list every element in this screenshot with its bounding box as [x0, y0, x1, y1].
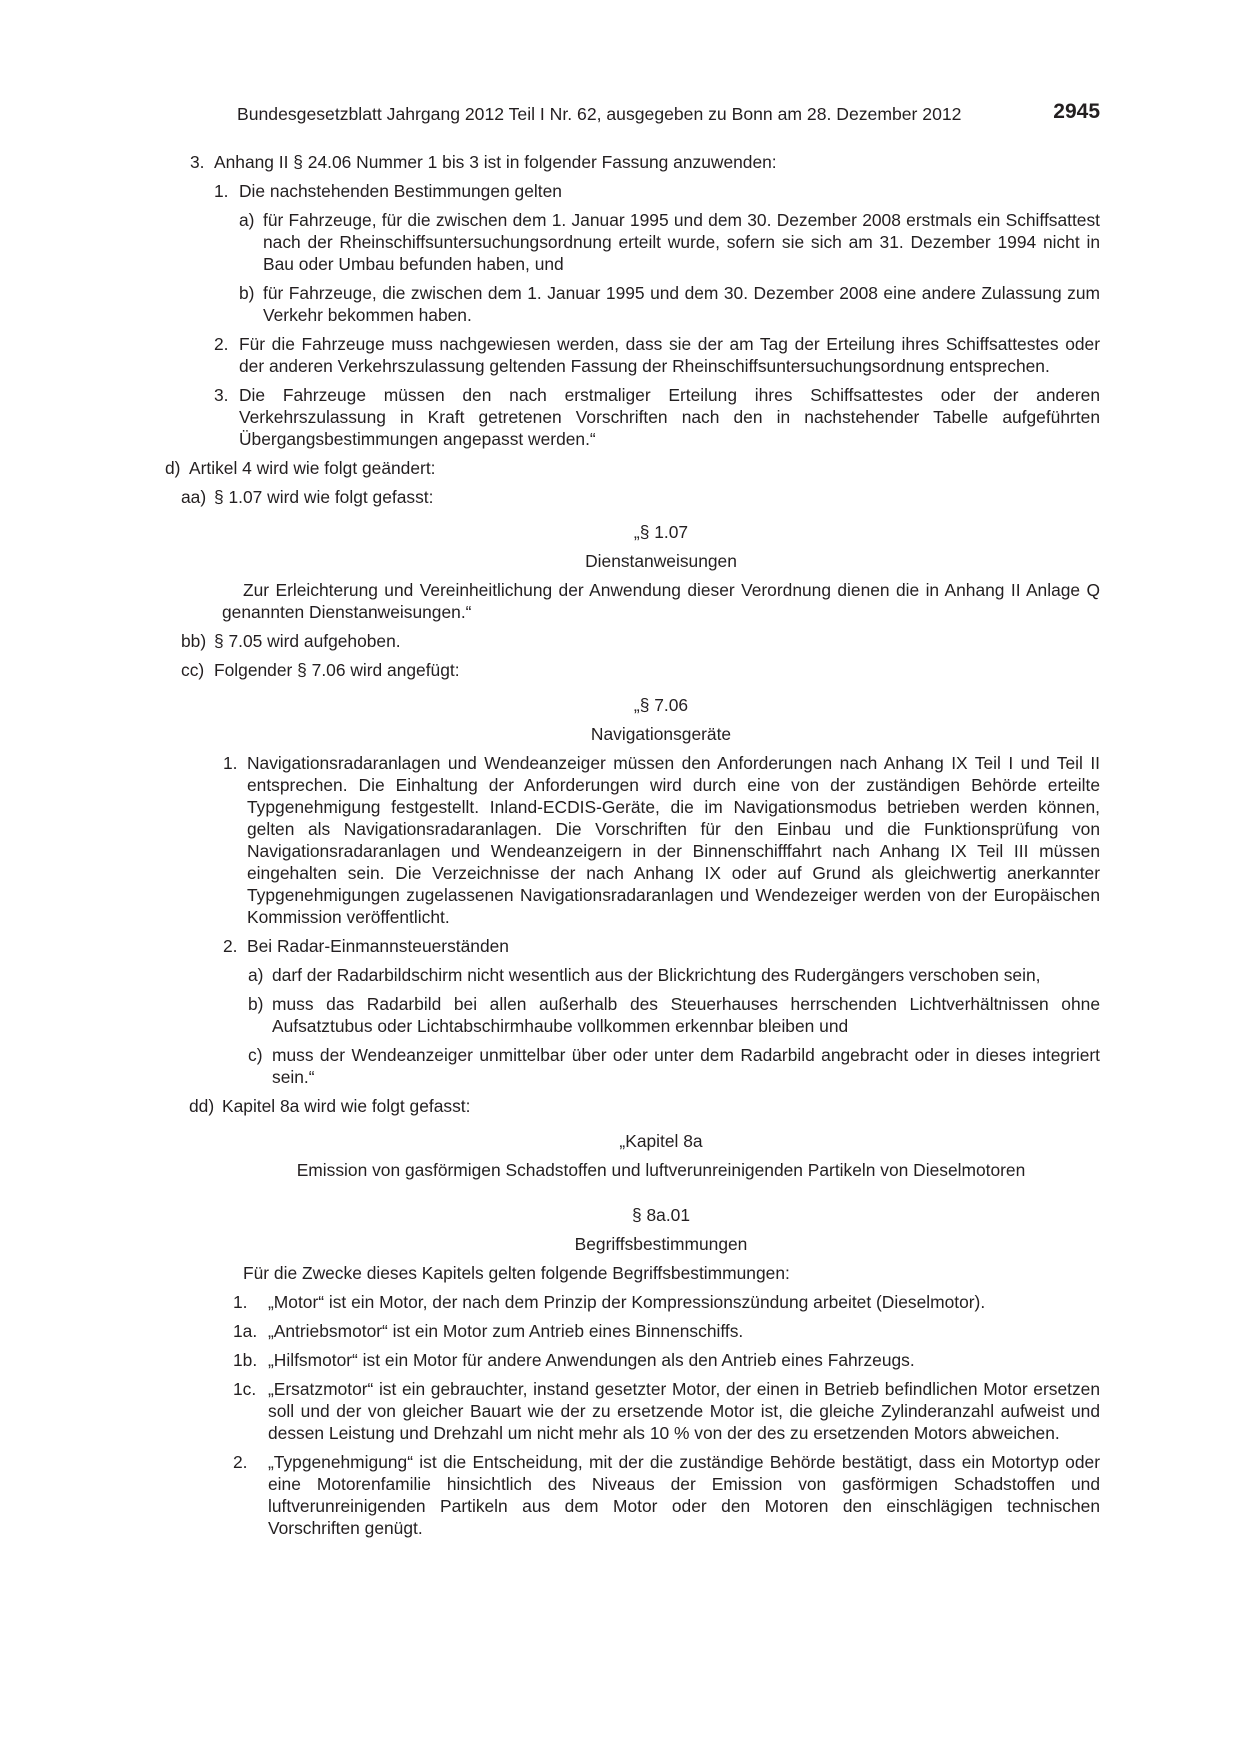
item-number: 1.: [223, 753, 238, 773]
section-1-07: „§ 1.07: [633, 522, 689, 542]
page-number: 2945: [1053, 100, 1100, 123]
item-3-1-a: [239, 209, 1100, 275]
item-letter: c): [248, 1045, 263, 1065]
item-3: [190, 151, 1100, 173]
item-cc: [181, 659, 1100, 681]
item-aa: [181, 486, 1100, 508]
item-text: Navigationsradaranlagen und Wendeanzeiger müssen den Anforderungen nach Anhang IX Teil I und Teil II entsprechen. Die Einhaltung der Anforderungen wird durch eine von der zuständigen Behörde erteilte Typgenehmigung festgestellt. Inland-ECDIS-Geräte, die im Navigationsmodus betrieben werden können, gelten als Navigationsradaranlagen. Die Vorschriften für den Einbau und die Funktionsprüfung von Navigationsradaranlagen und Wendeanzeigern in der Binnenschifffahrt nach Anhang IX Teil III müssen eingehalten sein. Die Verzeichnisse der nach Anhang IX oder auf Grund als gleichwertig anerkannter Typgenehmigungen zugelassenen Navigationsradaranlagen und Wendezeiger werden von der Europäischen Kommission veröffentlicht.: [247, 753, 1100, 927]
page-content: [0, 151, 1241, 1546]
item-text: Anhang II § 24.06 Nummer 1 bis 3 ist in folgender Fassung anzuwenden:: [214, 152, 777, 172]
item-text: Artikel 4 wird wie folgt geändert:: [189, 458, 436, 478]
item-text: Kapitel 8a wird wie folgt gefasst:: [222, 1096, 471, 1116]
item-3-1-b: [239, 282, 1100, 326]
chapter-number: „Kapitel 8a: [619, 1131, 703, 1151]
item-text: „Typgenehmigung“ ist die Entscheidung, mit der die zuständige Behörde bestätigt, dass ein Motortyp oder eine Motorenfamilie hinsichtlich des Niveaus der Emission von gasförmigen Schadstoffen und luftverunreinigenden Partikeln aus dem Motor oder den Motoren den einschlägigen technischen Vorschriften genügt.: [268, 1452, 1100, 1538]
item-text: „Ersatzmotor“ ist ein gebrauchter, instand gesetzter Motor, der einen in Betrieb befindlichen Motor ersetzen soll und der von gleicher Bauart wie der zu ersetzende Motor ist, die gleiche Zylinderanzahl aufweist und dessen Leistung und Drehzahl um nicht mehr als 10 % von der des zu ersetzenden Motors abweichen.: [268, 1379, 1100, 1443]
item-text: § 1.07 wird wie folgt gefasst:: [214, 487, 434, 507]
item-3-1: [214, 180, 1100, 202]
item-text: „Motor“ ist ein Motor, der nach dem Prinzip der Kompressionszündung arbeitet (Dieselmotor).: [268, 1292, 986, 1312]
item-text: Folgender § 7.06 wird angefügt:: [214, 660, 460, 680]
definition-item: [233, 1320, 1100, 1342]
definition-item: [233, 1291, 1100, 1313]
item-letter: cc): [181, 660, 205, 680]
item-text: für Fahrzeuge, die zwischen dem 1. Januar 1995 und dem 30. Dezember 2008 eine andere Zulassung zum Verkehr bekommen haben.: [263, 283, 1100, 325]
item-number: 1.: [214, 181, 229, 201]
item-text: Bei Radar-Einmannsteuerständen: [247, 936, 509, 956]
item-letter: dd): [189, 1096, 215, 1116]
item-bb: [181, 630, 1100, 652]
section-heading: Begriffsbestimmungen: [574, 1234, 748, 1254]
item-text: für Fahrzeuge, für die zwischen dem 1. Januar 1995 und dem 30. Dezember 2008 erstmals ein Schiffsattest nach der Rheinschiffsuntersuchungsordnung erteilt wurde, sofern sie sich am 31. Dezember 1994 nicht in Bau oder Umbau befunden haben, und: [263, 210, 1100, 274]
item-number: 2.: [233, 1452, 248, 1472]
item-cc-2-c: [248, 1044, 1100, 1088]
item-number: 2.: [223, 936, 238, 956]
item-text: muss das Radarbild bei allen außerhalb des Steuerhauses herrschenden Lichtverhältnissen ohne Aufsatztubus oder Lichtabschirmhaube vollkommen erkennbar bleiben und: [272, 994, 1100, 1036]
item-number: 3.: [214, 385, 229, 405]
item-letter: aa): [181, 487, 207, 507]
item-number: 1a.: [233, 1321, 258, 1341]
item-number: 1.: [233, 1292, 248, 1312]
item-3-3: [214, 384, 1100, 450]
item-text: Die nachstehenden Bestimmungen gelten: [239, 181, 562, 201]
item-text: muss der Wendeanzeiger unmittelbar über oder unter dem Radarbild angebracht oder in dieses integriert sein.“: [272, 1045, 1100, 1087]
section-heading: Dienstanweisungen: [585, 551, 737, 571]
item-text: „Hilfsmotor“ ist ein Motor für andere Anwendungen als den Antrieb eines Fahrzeugs.: [268, 1350, 915, 1370]
section-7-06: „§ 7.06: [633, 695, 689, 715]
item-text: Für die Fahrzeuge muss nachgewiesen werden, dass sie der am Tag der Erteilung ihres Schiffsattestes oder der anderen Verkehrszulassung geltenden Fassung der Rheinschiffsuntersuchungsordnung entsprechen.: [239, 334, 1100, 376]
item-letter: b): [248, 994, 264, 1014]
item-text: Die Fahrzeuge müssen den nach erstmaliger Erteilung ihres Schiffsattestes oder der anderen Verkehrszulassung in Kraft getretenen Vorschriften nach den in nachstehender Tabelle aufgeführten Übergangsbestimmungen angepasst werden.“: [239, 385, 1100, 449]
item-letter: b): [239, 283, 255, 303]
item-letter: a): [239, 210, 255, 230]
page-header: [237, 101, 1100, 125]
item-letter: d): [165, 458, 181, 478]
item-number: 3.: [190, 152, 205, 172]
chapter-title: Emission von gasförmigen Schadstoffen und luftverunreinigenden Partikeln von Dieselmotoren: [296, 1160, 1026, 1180]
definitions-intro: Für die Zwecke dieses Kapitels gelten folgende Begriffsbestimmungen:: [243, 1263, 790, 1283]
item-number: 1b.: [233, 1350, 258, 1370]
section-body: Zur Erleichterung und Vereinheitlichung der Anwendung dieser Verordnung dienen die in Anhang II Anlage Q genannten Dienstanweisungen.“: [222, 580, 1100, 622]
item-d: [165, 457, 1100, 479]
definition-item: [233, 1378, 1100, 1444]
item-number: 2.: [214, 334, 229, 354]
section-heading: Navigationsgeräte: [590, 724, 732, 744]
item-text: „Antriebsmotor“ ist ein Motor zum Antrieb eines Binnenschiffs.: [268, 1321, 744, 1341]
item-text: darf der Radarbildschirm nicht wesentlich aus der Blickrichtung des Rudergängers verschoben sein,: [272, 965, 1041, 985]
item-cc-2-a: [248, 964, 1100, 986]
item-dd: [189, 1095, 1100, 1117]
item-cc-2: [223, 935, 1100, 957]
item-cc-1: [223, 752, 1100, 928]
definition-item: [233, 1349, 1100, 1371]
item-letter: bb): [181, 631, 207, 651]
item-number: 1c.: [233, 1379, 257, 1399]
item-cc-2-b: [248, 993, 1100, 1037]
item-text: § 7.05 wird aufgehoben.: [214, 631, 401, 651]
section-8a-01: § 8a.01: [631, 1205, 691, 1225]
item-letter: a): [248, 965, 264, 985]
item-3-2: [214, 333, 1100, 377]
definition-item: [233, 1451, 1100, 1539]
header-title: Bundesgesetzblatt Jahrgang 2012 Teil I Nr. 62, ausgegeben zu Bonn am 28. Dezember 2012: [237, 104, 962, 124]
